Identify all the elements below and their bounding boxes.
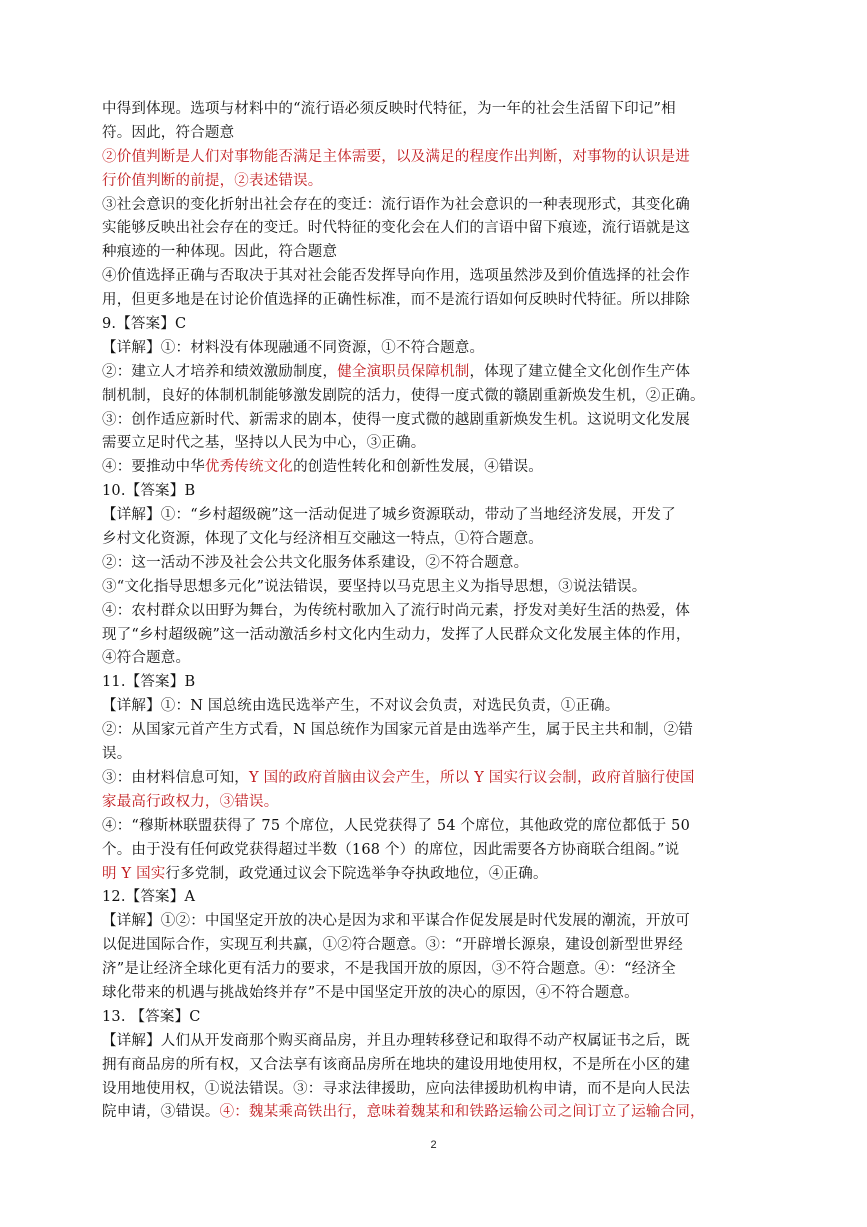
text-line bbox=[102, 719, 758, 743]
highlighted-text: ④：魏某乘高铁出行，意味着魏某和和铁路运输公司之间订立了运输合同， bbox=[219, 1104, 705, 1121]
text-line bbox=[102, 1030, 758, 1054]
text-line bbox=[102, 1101, 758, 1125]
text-line bbox=[102, 982, 758, 1006]
text-line bbox=[102, 98, 758, 122]
body-text: 10.【答案】B bbox=[102, 483, 196, 500]
text-line bbox=[102, 265, 758, 289]
body-text: 【详解】①：N 国总统由选民选举产生，不对议会负责，对选民负责，①正确。 bbox=[102, 698, 620, 715]
text-line bbox=[102, 361, 758, 385]
text-line bbox=[102, 552, 758, 576]
body-text: ②：从国家元首产生方式看，N 国总统作为国家元首是由选举产生，属于民主共和制，②错 bbox=[102, 722, 693, 739]
body-text: ③：创作适应新时代、新需求的剧本，使得一度式微的越剧重新焕发生机。这说明文化发展 bbox=[102, 411, 690, 428]
body-text: 种痕迹的一种体现。因此，符合题意 bbox=[102, 244, 338, 261]
answer-explanations-body bbox=[102, 98, 758, 1125]
text-line bbox=[102, 791, 758, 815]
body-text: ④：农村群众以田野为舞台，为传统村歌加入了流行时尚元素，抒发对美好生活的热爱，体 bbox=[102, 602, 690, 619]
body-text: 中得到体现。选项与材料中的“流行语必须反映时代特征，为一年的社会生活留下印记”相 bbox=[102, 101, 676, 117]
highlighted-text: 优秀传统文化 bbox=[204, 459, 294, 476]
text-line bbox=[102, 576, 758, 600]
highlighted-text: 健全演职员保障机制 bbox=[337, 363, 470, 380]
page-number: 2 bbox=[430, 1139, 437, 1151]
body-text: ④：要推动中华 bbox=[102, 459, 205, 476]
body-text: 设用地使用权，①说法错误。③：寻求法律援助，应向法律援助机构申请，而不是向人民法 bbox=[102, 1080, 690, 1097]
text-line bbox=[102, 815, 758, 839]
body-text: 13. 【答案】C bbox=[102, 1008, 201, 1025]
body-text: 济”是让经济全球化更有活力的要求，不是我国开放的原因，③不符合题意。④：“经济全 bbox=[102, 961, 676, 978]
body-text: 用，但更多地是在讨论价值选择的正确性标准，而不是流行语如何反映时代特征。所以排除 bbox=[102, 292, 690, 309]
body-text: 拥有商品房的所有权，又合法享有该商品房所在地块的建设用地使用权，不是所在小区的建 bbox=[102, 1056, 690, 1073]
body-text: 12.【答案】A bbox=[102, 889, 196, 906]
text-line bbox=[102, 910, 758, 934]
text-line bbox=[102, 1054, 758, 1078]
text-line bbox=[102, 934, 758, 958]
text-line bbox=[102, 528, 758, 552]
body-text: 院申请，③错误。 bbox=[102, 1104, 220, 1121]
text-line bbox=[102, 647, 758, 671]
text-line bbox=[102, 1078, 758, 1102]
body-text: ④符合题意。 bbox=[102, 650, 191, 667]
body-text: 【详解】①②：中国坚定开放的决心是因为求和平谋合作促发展是时代发展的潮流，开放可 bbox=[102, 913, 690, 930]
text-line bbox=[102, 600, 758, 624]
body-text: 【详解】①：材料没有体现融通不同资源，①不符合题意。 bbox=[102, 339, 485, 356]
text-line bbox=[102, 480, 758, 504]
body-text: 的创造性转化和创新性发展，④错误。 bbox=[293, 459, 544, 476]
body-text: 行多党制，政党通过议会下院选举争夺执政地位，④正确。 bbox=[165, 865, 548, 882]
text-line bbox=[102, 504, 758, 528]
text-line bbox=[102, 863, 758, 887]
body-text: ③社会意识的变化折射出社会存在的变迁：流行语作为社会意识的一种表现形式，其变化确 bbox=[102, 196, 690, 213]
body-text: 【详解】①：“乡村超级碗”这一活动促进了城乡资源联动，带动了当地经济发展，开发了 bbox=[102, 507, 676, 524]
text-line bbox=[102, 456, 758, 480]
text-line bbox=[102, 432, 758, 456]
highlighted-text: Y 国的政府首脑由议会产生，所以 Y 国实行议会制，政府首脑行使国 bbox=[249, 769, 695, 786]
text-line bbox=[102, 958, 758, 982]
body-text: 需要立足时代之基，坚持以人民为中心，③正确。 bbox=[102, 435, 426, 452]
body-text: ④：“穆斯林联盟获得了 75 个席位，人民党获得了 54 个席位，其他政党的席位都低于 50 bbox=[102, 817, 691, 834]
text-line bbox=[102, 122, 758, 146]
highlighted-text: 明 Y 国实 bbox=[102, 865, 166, 882]
body-text: 现了“乡村超级碗”这一活动激活乡村文化内生动力，发挥了人民群众文化发展主体的作用， bbox=[102, 626, 691, 643]
body-text: 实能够反映出社会存在的变迁。时代特征的变化会在人们的言语中留下痕迹，流行语就是这 bbox=[102, 220, 690, 237]
text-line bbox=[102, 695, 758, 719]
body-text: 11.【答案】B bbox=[102, 674, 196, 691]
highlighted-text: 家最高行政权力，③错误。 bbox=[102, 793, 279, 810]
text-line bbox=[102, 671, 758, 695]
text-line bbox=[102, 289, 758, 313]
body-text: 误。 bbox=[102, 746, 132, 763]
text-line bbox=[102, 241, 758, 265]
body-text: 乡村文化资源，体现了文化与经济相互交融这一特点，①符合题意。 bbox=[102, 531, 543, 548]
body-text: 个。由于没有任何政党获得超过半数（168 个）的席位，因此需要各方协商联合组阁。”说 bbox=[102, 841, 680, 858]
highlighted-text: ②价值判断是人们对事物能否满足主体需要，以及满足的程度作出判断，对事物的认识是进 bbox=[102, 148, 690, 165]
text-line bbox=[102, 385, 758, 409]
text-line bbox=[102, 839, 758, 863]
text-line bbox=[102, 313, 758, 337]
body-text: ，体现了建立健全文化创作生产体 bbox=[469, 363, 691, 380]
text-line bbox=[102, 170, 758, 194]
text-line bbox=[102, 194, 758, 218]
text-line bbox=[102, 743, 758, 767]
body-text: 9.【答案】C bbox=[102, 316, 187, 333]
text-line bbox=[102, 1006, 758, 1030]
body-text: 以促进国际合作，实现互利共赢，①②符合题意。③：“开辟增长源泉，建设创新型世界经 bbox=[102, 937, 683, 954]
text-line bbox=[102, 409, 758, 433]
body-text: ②：建立人才培养和绩效激励制度， bbox=[102, 363, 338, 380]
body-text: 【详解】人们从开发商那个购买商品房，并且办理转移登记和取得不动产权属证书之后，既 bbox=[102, 1032, 690, 1049]
text-line bbox=[102, 886, 758, 910]
highlighted-text: 行价值判断的前提，②表述错误。 bbox=[102, 172, 323, 189]
text-line bbox=[102, 337, 758, 361]
text-line bbox=[102, 624, 758, 648]
body-text: ②：这一活动不涉及社会公共文化服务体系建设，②不符合题意。 bbox=[102, 554, 529, 571]
text-line bbox=[102, 146, 758, 170]
body-text: 符。因此，符合题意 bbox=[102, 124, 235, 141]
body-text: ④价值选择正确与否取决于其对社会能否发挥导向作用，选项虽然涉及到价值选择的社会作 bbox=[102, 268, 690, 285]
text-line bbox=[102, 767, 758, 791]
text-line bbox=[102, 217, 758, 241]
body-text: ③：由材料信息可知， bbox=[102, 769, 249, 786]
body-text: ③“文化指导思想多元化”说法错误，要坚持以马克思主义为指导思想，③说法错误。 bbox=[102, 578, 647, 595]
body-text: 制机制，良好的体制机制能够激发剧院的活力，使得一度式微的赣剧重新焕发生机，②正确。 bbox=[102, 387, 705, 404]
body-text: 球化带来的机遇与挑战始终并存”不是中国坚定开放的决心的原因，④不符合题意。 bbox=[102, 984, 639, 1001]
